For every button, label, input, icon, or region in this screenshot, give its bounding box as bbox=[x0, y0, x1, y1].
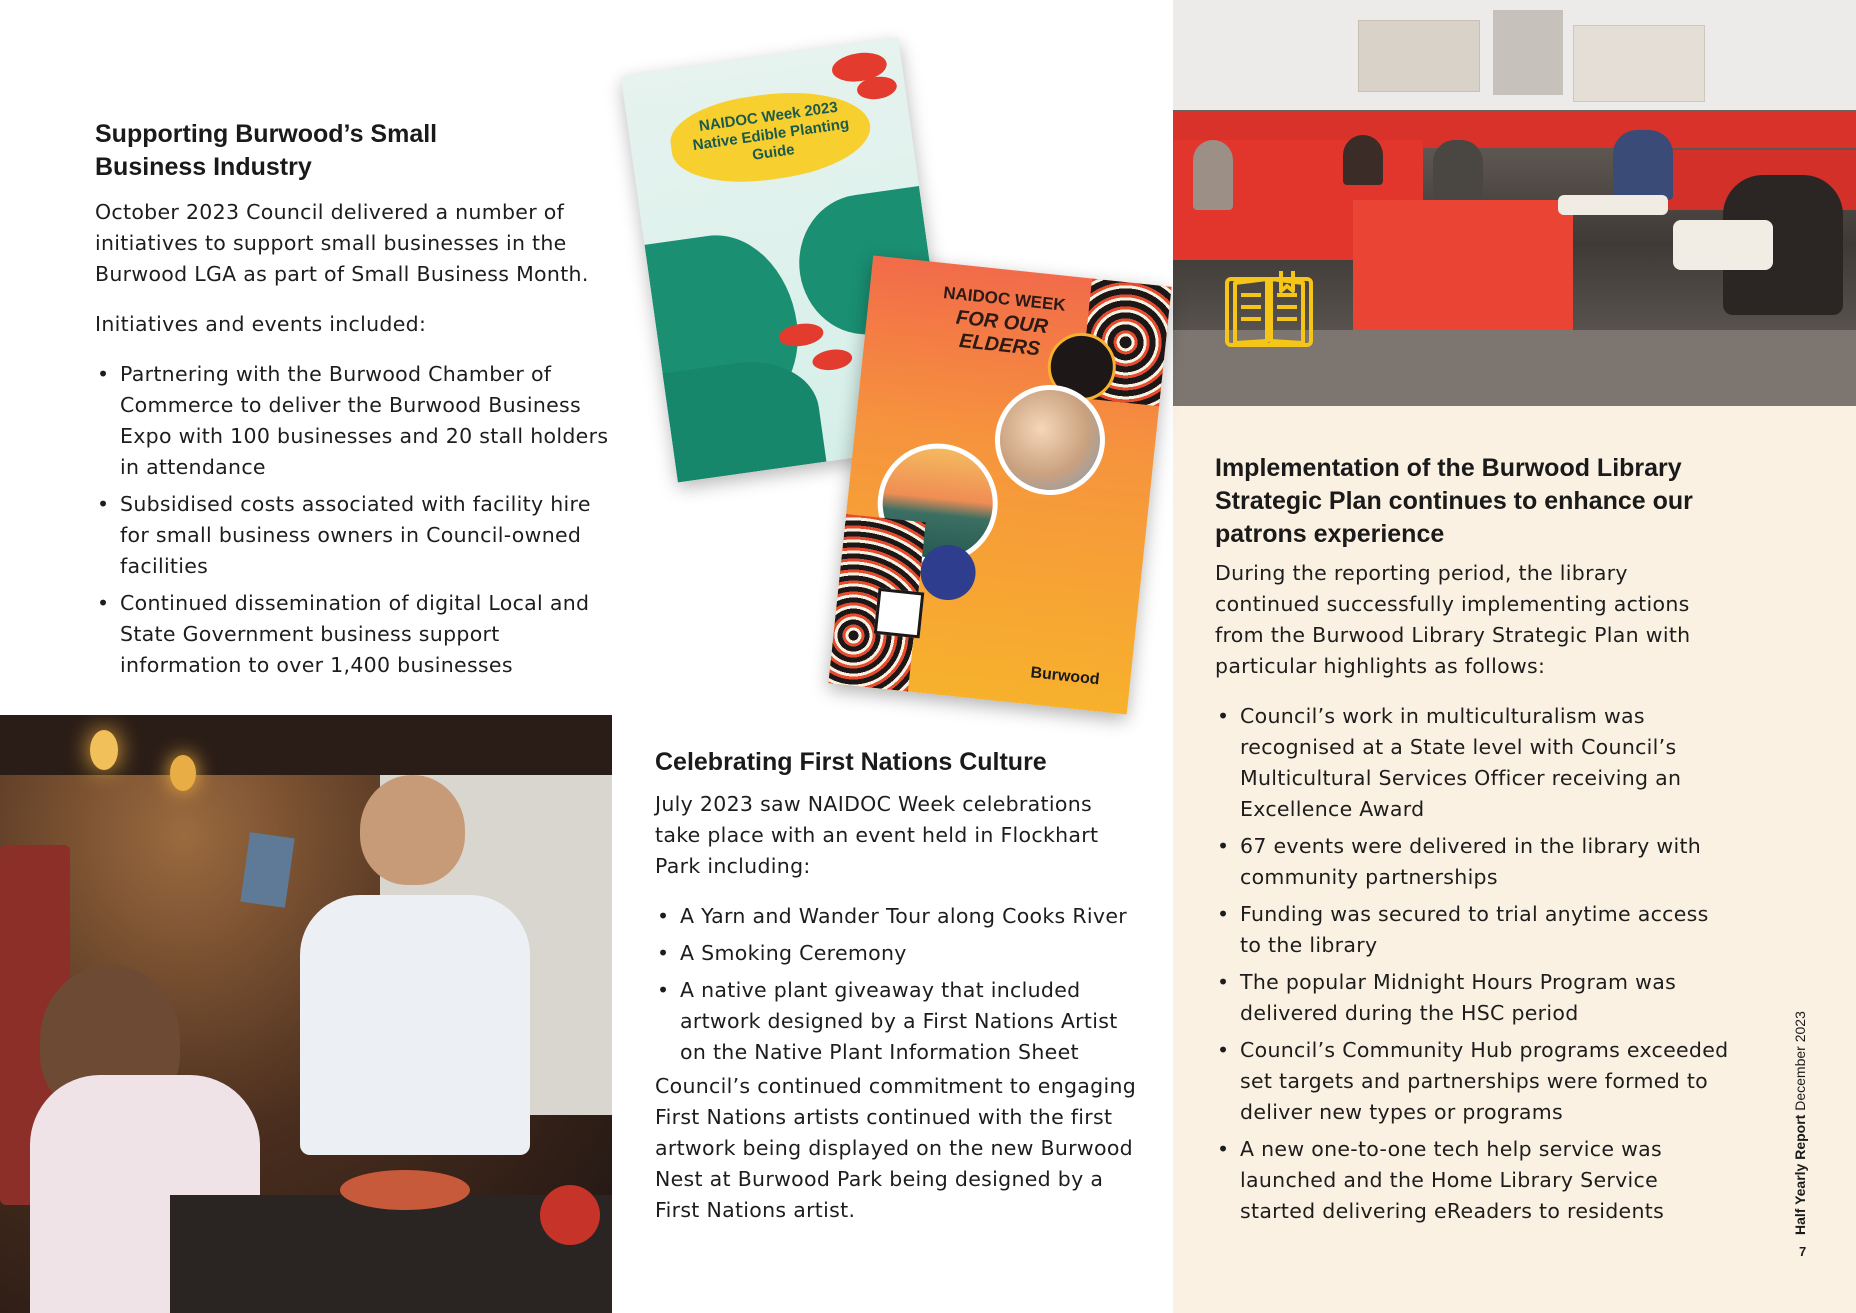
small-business-section bbox=[95, 118, 615, 687]
list-item: • Continued dissemination of digital Local and State Government business support information to over 1,400 businesses bbox=[95, 588, 615, 681]
list-item: • Funding was secured to trial anytime access to the library bbox=[1215, 899, 1735, 961]
first-nations-list bbox=[655, 901, 1140, 1068]
first-nations-section bbox=[655, 746, 1140, 1226]
small-business-lead: Initiatives and events included: bbox=[95, 312, 427, 336]
list-item: • Subsidised costs associated with facility hire for small business owners in Council-owned facilities bbox=[95, 489, 615, 582]
library-section bbox=[1215, 452, 1735, 1233]
page-number: 7 bbox=[1799, 1244, 1807, 1259]
open-book-icon bbox=[1221, 265, 1317, 353]
list-item: • A Smoking Ceremony bbox=[655, 938, 1140, 969]
library-photo bbox=[1173, 0, 1856, 406]
list-item: • A new one-to-one tech help service was launched and the Home Library Service started delivering eReaders to residents bbox=[1215, 1134, 1735, 1227]
elders-poster-title: NAIDOC WEEK bbox=[942, 283, 1067, 315]
list-item: • Partnering with the Burwood Chamber of Commerce to deliver the Burwood Business Expo with 100 businesses and 20 stall holders in attendance bbox=[95, 359, 615, 483]
library-list bbox=[1215, 701, 1735, 1227]
elders-poster-subtitle: FOR OUR ELDERS bbox=[955, 306, 1050, 361]
cafe-photo bbox=[0, 715, 612, 1313]
list-item: • The popular Midnight Hours Program was delivered during the HSC period bbox=[1215, 967, 1735, 1029]
report-footer bbox=[1792, 975, 1808, 1235]
library-heading: Implementation of the Burwood Library Strategic Plan continues to enhance our patrons experience bbox=[1215, 454, 1693, 548]
small-business-list bbox=[95, 359, 615, 681]
first-nations-intro: July 2023 saw NAIDOC Week celebrations take place with an event held in Flockhart Park including: bbox=[655, 792, 1099, 878]
list-item: • A native plant giveaway that included artwork designed by a First Nations Artist on the Native Plant Information Sheet bbox=[655, 975, 1140, 1068]
report-title: Half Yearly Report bbox=[1792, 1114, 1808, 1235]
list-item: • Council’s work in multiculturalism was recognised at a State level with Council’s Multicultural Services Officer receiving an Excellence Award bbox=[1215, 701, 1735, 825]
list-item: • 67 events were delivered in the library with community partnerships bbox=[1215, 831, 1735, 893]
list-item: • A Yarn and Wander Tour along Cooks River bbox=[655, 901, 1140, 932]
small-business-intro: October 2023 Council delivered a number of initiatives to support small businesses in the Burwood LGA as part of Small Business Month. bbox=[95, 200, 589, 286]
naidoc-for-our-elders-poster bbox=[828, 255, 1171, 714]
first-nations-closing: Council’s continued commitment to engaging First Nations artists continued with the first artwork being displayed on the new Burwood Nest at Burwood Park being designed by a First Nations artist. bbox=[655, 1074, 1137, 1222]
library-intro: During the reporting period, the library continued successfully implementing actions from the Burwood Library Strategic Plan with particular highlights as follows: bbox=[1215, 561, 1691, 678]
small-business-heading: Supporting Burwood’s Small Business Industry bbox=[95, 120, 438, 181]
report-period: December 2023 bbox=[1792, 1011, 1808, 1111]
list-item: • Council’s Community Hub programs exceeded set targets and partnerships were formed to deliver new types or programs bbox=[1215, 1035, 1735, 1128]
planting-guide-title: NAIDOC Week 2023 Native Edible Planting Guide bbox=[691, 98, 851, 164]
first-nations-heading: Celebrating First Nations Culture bbox=[655, 748, 1047, 776]
elders-poster-brand: Burwood bbox=[1029, 664, 1101, 689]
